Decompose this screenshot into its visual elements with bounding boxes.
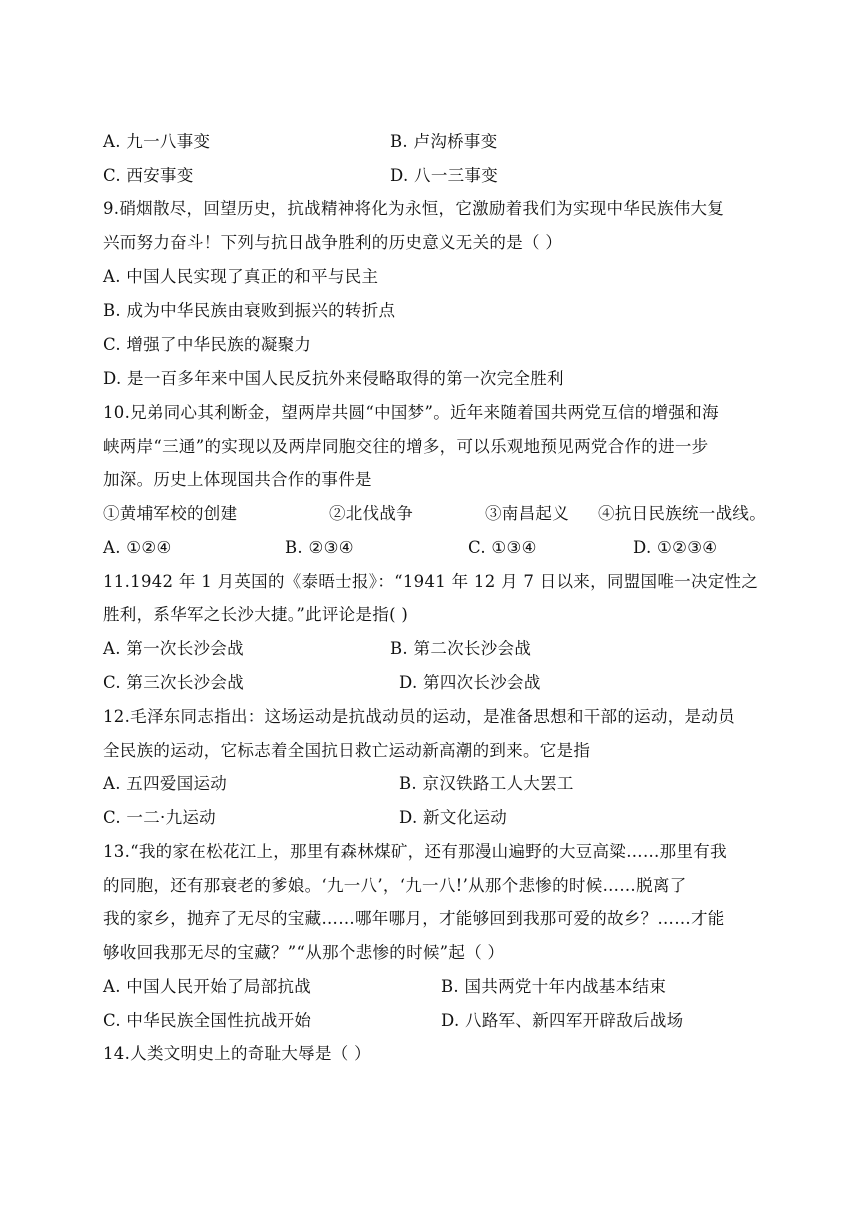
q8-option-c: C. 西安事变 bbox=[103, 166, 194, 185]
q9-stem-line-1: 9.硝烟散尽，回望历史，抗战精神将化为永恒，它激励着我们为实现中华民族伟大复 bbox=[103, 199, 725, 218]
q13-option-c: C. 中华民族全国性抗战开始 bbox=[103, 1011, 312, 1030]
q10-item-4: ④抗日民族统一战线。 bbox=[598, 504, 766, 523]
q11-option-b: B. 第二次长沙会战 bbox=[390, 639, 532, 658]
q13-stem-line-2: 的同胞，还有那衰老的爹娘。‘九一八’，‘九一八!’从那个悲惨的时候……脱离了 bbox=[103, 876, 687, 895]
q13-option-a: A. 中国人民开始了局部抗战 bbox=[103, 977, 312, 996]
q10-option-a: A. ①②④ bbox=[103, 538, 172, 557]
q10-option-c: C. ①③④ bbox=[468, 538, 537, 557]
q10-option-b: B. ②③④ bbox=[285, 538, 354, 557]
q12-option-d: D. 新文化运动 bbox=[399, 808, 508, 827]
q9-stem-line-2: 兴而努力奋斗！下列与抗日战争胜利的历史意义无关的是（ ） bbox=[103, 233, 563, 252]
q10-option-d: D. ①②③④ bbox=[633, 538, 718, 557]
q12-option-a: A. 五四爱国运动 bbox=[103, 774, 228, 793]
q13-stem-line-3: 我的家乡，抛弃了无尽的宝藏……哪年哪月，才能够回到我那可爱的故乡？……才能 bbox=[103, 909, 725, 928]
q13-option-d: D. 八路军、新四军开辟敌后战场 bbox=[441, 1011, 684, 1030]
q11-option-d: D. 第四次长沙会战 bbox=[399, 673, 541, 692]
q10-stem-line-3: 加深。历史上体现国共合作的事件是 bbox=[103, 470, 372, 489]
q13-option-b: B. 国共两党十年内战基本结束 bbox=[441, 977, 667, 996]
q13-stem-line-4: 够收回我那无尽的宝藏？”“从那个悲惨的时候”起（ ） bbox=[103, 943, 505, 962]
q10-item-1: ①黄埔军校的创建 bbox=[103, 504, 238, 523]
q8-option-d: D. 八一三事变 bbox=[390, 166, 499, 185]
q11-stem-line-2: 胜利，系华军之长沙大捷。”此评论是指( ) bbox=[103, 605, 409, 624]
q12-stem-line-1: 12.毛泽东同志指出：这场运动是抗战动员的运动，是准备思想和干部的运动，是动员 bbox=[103, 707, 735, 726]
q8-option-a: A. 九一八事变 bbox=[103, 132, 211, 151]
q11-option-a: A. 第一次长沙会战 bbox=[103, 639, 244, 658]
q11-option-c: C. 第三次长沙会战 bbox=[103, 673, 245, 692]
q13-stem-line-1: 13.“我的家在松花江上，那里有森林煤矿，还有那漫山遍野的大豆高粱……那里有我 bbox=[103, 842, 727, 861]
q9-option-a: A. 中国人民实现了真正的和平与民主 bbox=[103, 267, 379, 286]
q10-stem-line-2: 峡两岸“三通”的实现以及两岸同胞交往的增多，可以乐观地预见两党合作的进一步 bbox=[103, 437, 709, 456]
q10-item-2: ②北伐战争 bbox=[329, 504, 413, 523]
q9-option-d: D. 是一百多年来中国人民反抗外来侵略取得的第一次完全胜利 bbox=[103, 369, 564, 388]
q9-option-c: C. 增强了中华民族的凝聚力 bbox=[103, 335, 312, 354]
q12-option-b: B. 京汉铁路工人大罢工 bbox=[399, 774, 574, 793]
q8-option-b: B. 卢沟桥事变 bbox=[390, 132, 498, 151]
q10-item-3: ③南昌起义 bbox=[485, 504, 569, 523]
q11-stem-line-1: 11.1942 年 1 月英国的《泰晤士报》：“1941 年 12 月 7 日以来，同盟国唯一决定性之 bbox=[103, 572, 759, 591]
q12-stem-line-2: 全民族的运动，它标志着全国抗日救亡运动新高潮的到来。它是指 bbox=[103, 741, 591, 760]
q9-option-b: B. 成为中华民族由衰败到振兴的转折点 bbox=[103, 301, 396, 320]
q10-stem-line-1: 10.兄弟同心其利断金，望两岸共圆“中国梦”。近年来随着国共两党互信的增强和海 bbox=[103, 403, 719, 422]
q12-option-c: C. 一二·九运动 bbox=[103, 808, 216, 827]
q14-stem-line-1: 14.人类文明史上的奇耻大辱是（ ） bbox=[103, 1044, 371, 1063]
